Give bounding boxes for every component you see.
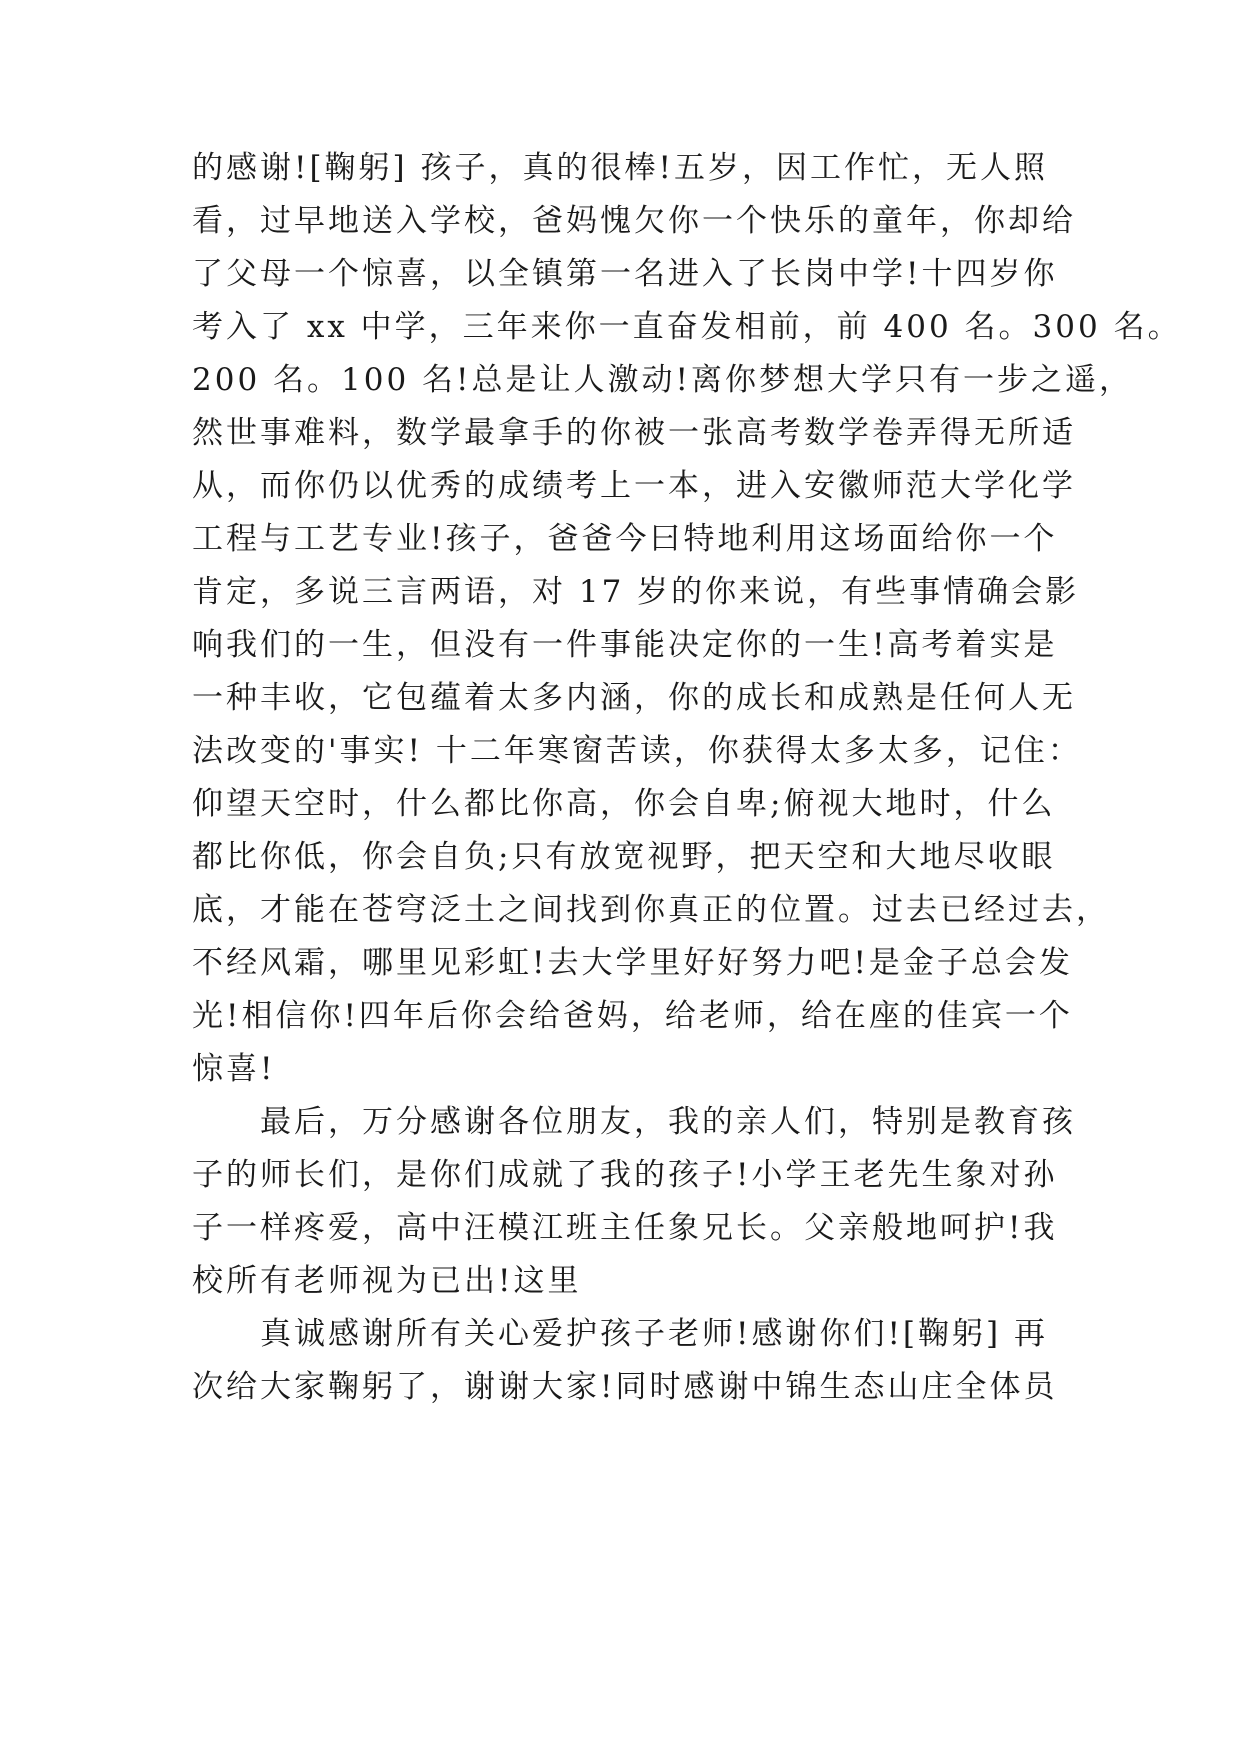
text-line: 然世事难料，数学最拿手的你被一张高考数学卷弄得无所适 (192, 415, 1076, 451)
text-line: 肯定，多说三言两语，对 17 岁的你来说，有些事情确会影 (192, 574, 1080, 610)
text-line: 的感谢![鞠躬] 孩子，真的很棒!五岁，因工作忙，无人照 (192, 150, 1048, 186)
text-line: 法改变的'事实! 十二年寒窗苦读，你获得太多太多，记住： (192, 733, 1082, 769)
text-line: 子一样疼爱，高中汪模江班主任象兄长。父亲般地呵护!我 (192, 1210, 1058, 1246)
text-line: 响我们的一生，但没有一件事能决定你的一生!高考着实是 (192, 627, 1058, 663)
text-line: 惊喜! (192, 1051, 276, 1087)
text-line: 了父母一个惊喜，以全镇第一名进入了长岗中学!十四岁你 (192, 256, 1058, 292)
text-line: 考入了 xx 中学，三年来你一直奋发相前，前 400 名。300 名。 (192, 309, 1182, 345)
text-line: 底，才能在苍穹泛土之间找到你真正的位置。过去已经过去， (192, 892, 1110, 928)
text-line: 最后，万分感谢各位朋友，我的亲人们，特别是教育孩 (260, 1104, 1076, 1140)
text-line: 工程与工艺专业!孩子，爸爸今曰特地利用这场面给你一个 (192, 521, 1058, 557)
text-line: 次给大家鞠躬了，谢谢大家!同时感谢中锦生态山庄全体员 (192, 1369, 1058, 1405)
text-line: 真诚感谢所有关心爱护孩子老师!感谢你们![鞠躬] 再 (260, 1316, 1048, 1352)
text-line: 看，过早地送入学校，爸妈愧欠你一个快乐的童年，你却给 (192, 203, 1076, 239)
text-line: 从，而你仍以优秀的成绩考上一本，进入安徽师范大学化学 (192, 468, 1076, 504)
text-line: 不经风霜，哪里见彩虹!去大学里好好努力吧!是金子总会发 (192, 945, 1073, 981)
text-line: 都比你低，你会自负;只有放宽视野，把天空和大地尽收眼 (192, 839, 1056, 875)
text-line: 子的师长们，是你们成就了我的孩子!小学王老先生象对孙 (192, 1157, 1058, 1193)
text-line: 一种丰收，它包蕴着太多内涵，你的成长和成熟是任何人无 (192, 680, 1076, 716)
text-line: 光!相信你!四年后你会给爸妈，给老师，给在座的佳宾一个 (192, 998, 1073, 1034)
text-line: 200 名。100 名!总是让人激动!离你梦想大学只有一步之遥， (192, 362, 1133, 398)
text-line: 仰望天空时，什么都比你高，你会自卑;俯视大地时，什么 (192, 786, 1056, 822)
text-line: 校所有老师视为已出!这里 (192, 1263, 582, 1299)
